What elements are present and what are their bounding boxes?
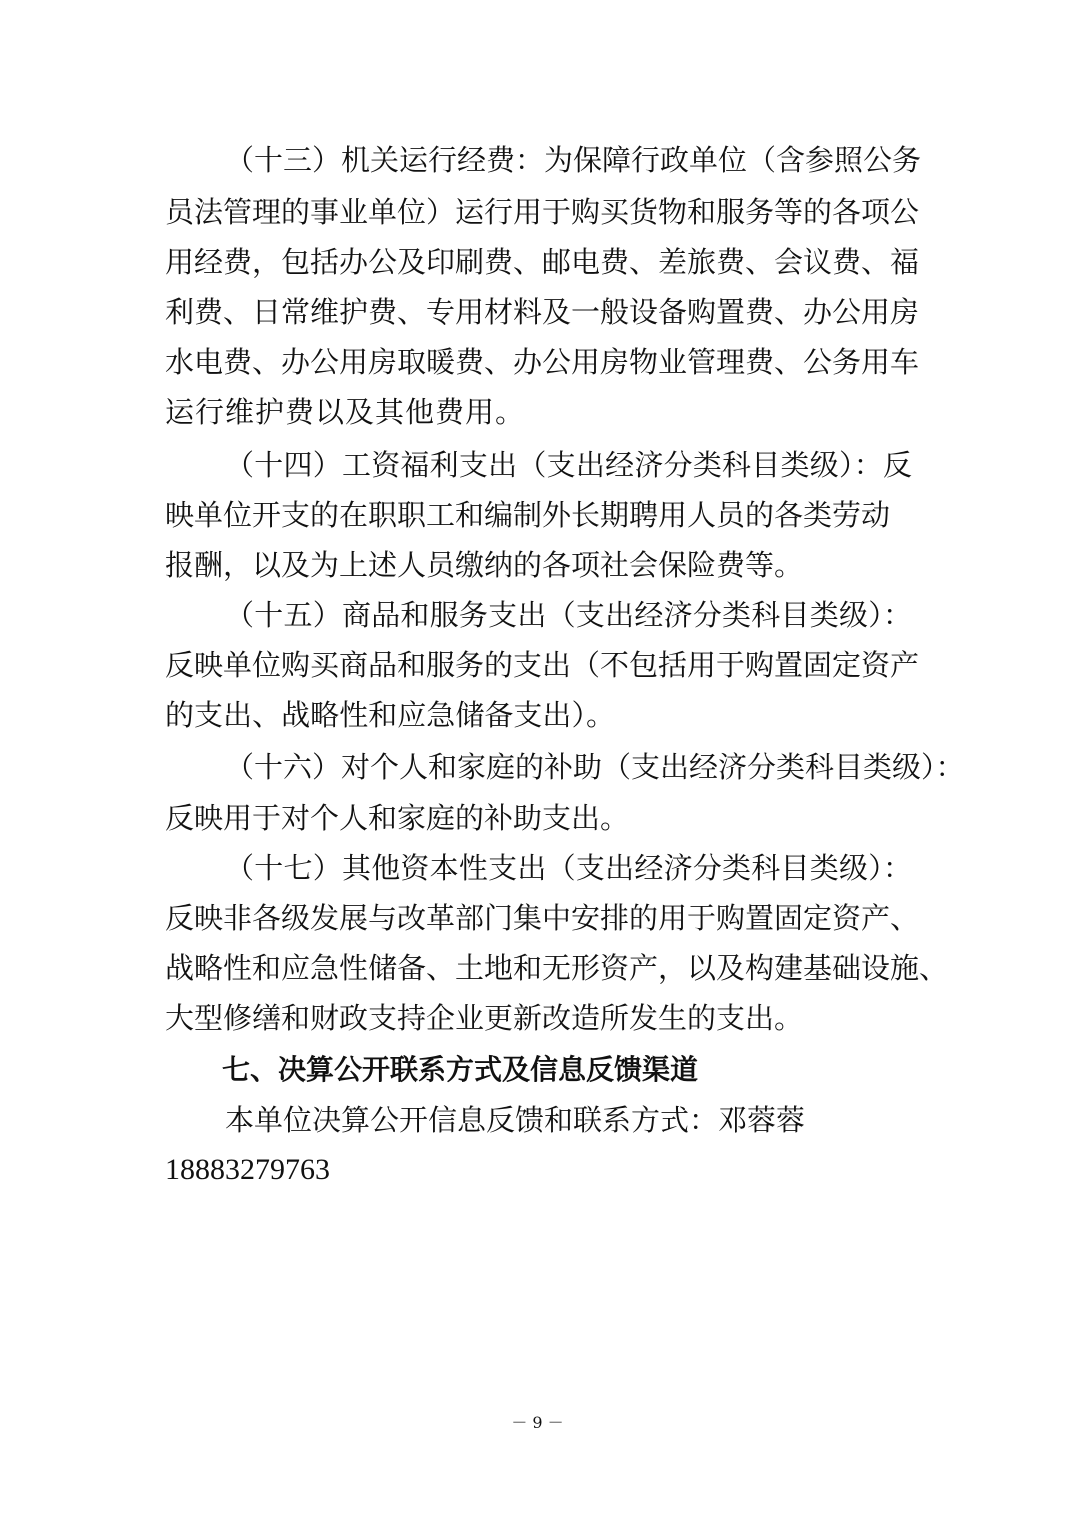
paragraph-14-line: （十四）工资福利支出（支出经济分类科目类级）：反: [225, 448, 912, 482]
paragraph-16-line: 反映用于对个人和家庭的补助支出。: [165, 801, 630, 835]
paragraph-13-line: 员法管理的事业单位）运行用于购买货物和服务等的各项公: [165, 195, 920, 229]
paragraph-14-line: 映单位开支的在职职工和编制外长期聘用人员的各类劳动: [165, 498, 891, 532]
paragraph-17-line: 战略性和应急性储备、土地和无形资产，以及构建基础设施、: [165, 951, 949, 985]
page-number: － 9 －: [511, 1413, 564, 1432]
contact-phone: 18883279763: [165, 1153, 330, 1186]
paragraph-17-line: （十七）其他资本性支出（支出经济分类科目类级）：: [225, 851, 912, 885]
paragraph-13-line: 用经费，包括办公及印刷费、邮电费、差旅费、会议费、福: [165, 245, 920, 279]
paragraph-13-line: 水电费、办公用房取暖费、办公用房物业管理费、公务用车: [165, 345, 920, 379]
paragraph-17-line: 大型修缮和财政支持企业更新改造所发生的支出。: [165, 1001, 804, 1035]
section-heading: 七、决算公开联系方式及信息反馈渠道: [222, 1053, 699, 1086]
paragraph-14-line: 报酬，以及为上述人员缴纳的各项社会保险费等。: [165, 548, 804, 582]
contact-line: 本单位决算公开信息反馈和联系方式：邓蓉蓉: [225, 1103, 806, 1137]
paragraph-13-line: 运行维护费以及其他费用。: [165, 395, 526, 429]
paragraph-13-line: （十三）机关运行经费：为保障行政单位（含参照公务: [225, 143, 922, 177]
paragraph-15-line: （十五）商品和服务支出（支出经济分类科目类级）：: [225, 598, 912, 632]
paragraph-17-line: 反映非各级发展与改革部门集中安排的用于购置固定资产、: [165, 901, 920, 935]
paragraph-15-line: 反映单位购买商品和服务的支出（不包括用于购置固定资产: [165, 648, 920, 682]
paragraph-13-line: 利费、日常维护费、专用材料及一般设备购置费、办公用房: [165, 295, 920, 329]
paragraph-15-line: 的支出、战略性和应急储备支出）。: [165, 698, 615, 732]
paragraph-16-line: （十六）对个人和家庭的补助（支出经济分类科目类级）：: [225, 750, 965, 784]
